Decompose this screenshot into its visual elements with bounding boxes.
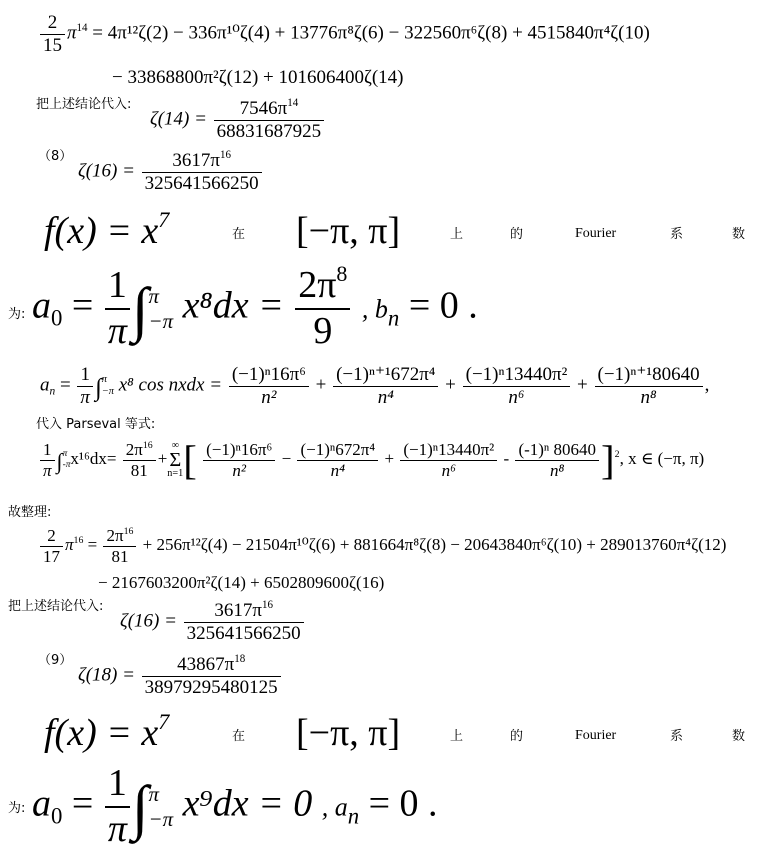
an-coefficient: $a_n$ = $\frac{1}{\pi}$ ∫ π −π x⁸ cos nxdx = $\frac{\text{(−1)ⁿ16π⁶}}{\text{n²}}$ + $\frac{\text{(−1)ⁿ⁺¹672π⁴}}{\text{n⁴}}$ + $\frac{\text{(−1)ⁿ13440π²}}{\text{n⁶}}$ + $\frac{\text{(−1)ⁿ⁺¹80640}}{\text{n⁸}}$ , (40, 364, 710, 408)
zeta16-result: ζ(16) = $\frac{3617\pi^{16}}{325641566250}$ (78, 150, 264, 195)
zeta18-result: ζ(18) = $\frac{43867\pi^{18}}{38979295480125}$ (78, 654, 283, 699)
equation-pi16: $\frac{2}{17}$ $\pi^{16}$ = $\frac{2\pi^{16}}{81}$ + 256π¹²ζ(4) − 21504π¹⁰ζ(6) + 881664π⁸ζ(8) − 20643840π⁶ζ(10) + 289013760π⁴ζ(12) (38, 526, 726, 566)
item-9-label: （9） (38, 653, 73, 668)
item-8-label: （8） (38, 149, 73, 164)
word-xi-2: 系 (670, 729, 684, 744)
zeta16-result-2: ζ(16) = $\frac{3617\pi^{16}}{325641566250}$ (120, 600, 306, 645)
word-shang-1: 上 (450, 227, 464, 242)
summary-label: 故整理: (8, 505, 52, 520)
word-de-2: 的 (510, 729, 524, 744)
word-fourier-1: Fourier (575, 226, 617, 241)
word-wei-2: 为: (8, 801, 26, 816)
interval-1: [−π, π] (296, 210, 401, 252)
parseval-label: 代入 Parseval 等式: (36, 417, 156, 432)
equation-pi14-rhs: = 4π¹²ζ(2) − 336π¹⁰ζ(4) + 13776π⁸ζ(6) − 322560π⁶ζ(8) + 4515840π⁴ζ(10) (92, 22, 650, 44)
function-definition-2: $f(x) = x^7$ (44, 709, 170, 754)
substitute-label-1: 把上述结论代入: (36, 97, 132, 112)
equation-pi14: $\frac{2}{15}$ $\pi^{14} = 4\pi^{12}\zeta(2) - 336\pi^{10}\zeta(4) + 13776\pi^8\zeta(6) - 322560\pi^6\zeta(8) + 4515840\pi^4\zeta(10)$ (38, 12, 650, 57)
interval-2: [−π, π] (296, 712, 401, 754)
word-fourier-2: Fourier (575, 728, 617, 743)
word-shu-2: 数 (732, 729, 746, 744)
function-definition-1: $f(x) = x^7$ (44, 207, 170, 252)
word-zai-2: 在 (232, 729, 246, 744)
equation-pi16-continuation: − 2167603200π²ζ(14) + 6502809600ζ(16) (98, 573, 385, 592)
word-shang-2: 上 (450, 729, 464, 744)
word-de-1: 的 (510, 227, 524, 242)
equation-pi14-continuation: − 33868800π²ζ(12) + 101606400ζ(14) (112, 67, 404, 88)
word-shu-1: 数 (732, 227, 746, 242)
a0-zero: $a_0$ = $\frac{1}{\pi}$ ∫ π −π x⁹dx = 0 , $a_n = 0$ . (32, 762, 438, 850)
zeta14-result: ζ(14) = $\frac{7546\pi^{14}}{68831687925}$ (150, 98, 326, 143)
equation-pi16-rhs: + 256π¹²ζ(4) − 21504π¹⁰ζ(6) + 881664π⁸ζ(8) − 20643840π⁶ζ(10) + 289013760π⁴ζ(12) (142, 534, 727, 554)
parseval-equation: $\frac{1}{\pi}$ ∫ π -π x¹⁶dx= $\frac{2\pi^{16}}{81}$ +∞ Σ n=1[ $\frac{\text{(−1)ⁿ16π⁶}}{\text{n²}}$ − $\frac{\text{(−1)ⁿ672π⁴}}{\text{n⁴}}$ + $\frac{\text{(−1)ⁿ13440π²}}{\text{n⁶}}$ - $\frac{\text{(-1)ⁿ 80640}}{\text{n⁸}}$ ]$^2$, x ∈ (−π, π) (38, 440, 704, 480)
substitute-label-2: 把上述结论代入: (8, 599, 104, 614)
word-zai-1: 在 (232, 227, 246, 242)
word-wei-1: 为: (8, 307, 26, 322)
a0-coefficient: $a_0$ = $\frac{1}{\pi}$ ∫ π −π x⁸dx = $\frac{2\pi^8}{9}$ , $b_n = 0$ . (32, 261, 478, 352)
word-xi-1: 系 (670, 227, 684, 242)
